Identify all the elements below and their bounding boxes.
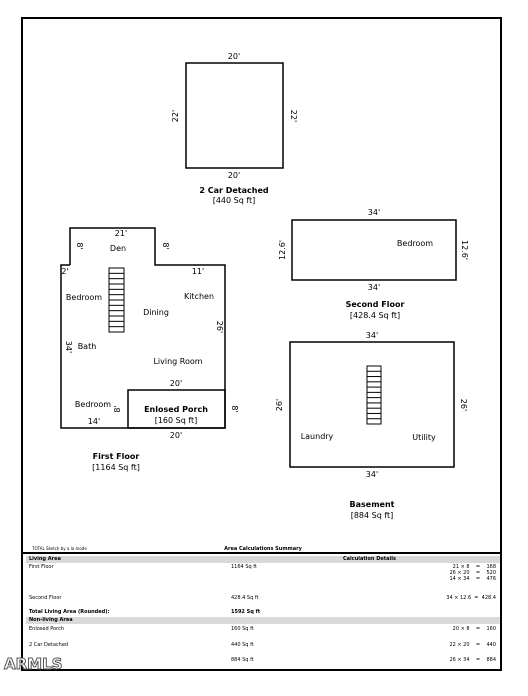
first-floor-dim-8a: 8' [75, 242, 84, 250]
second-floor-bottom-dim: 34' [367, 283, 381, 292]
first-floor-dim-8c: 8' [113, 405, 122, 413]
area-summary [26, 546, 500, 668]
sketch-note: TOTAL Sketch by a la mode [32, 546, 87, 551]
garage-outline [186, 63, 283, 168]
armls-watermark-logo: ARMLS [4, 655, 63, 673]
first-floor-dim-8d: 8' [230, 405, 239, 413]
garage-sqft: 440 Sq ft [231, 642, 254, 648]
second-floor-left-dim: 12.6' [278, 239, 287, 261]
summary-header [26, 546, 500, 552]
second-floor-calc: 34 × 12.6 = 428.4 [446, 595, 496, 601]
basement-outline [290, 342, 454, 467]
basement-area: [884 Sq ft] [350, 511, 394, 520]
second-floor-title: Second Floor [345, 300, 405, 309]
summary-row-basement [26, 657, 500, 664]
porch-label: Enlosed Porch [29, 626, 64, 632]
summary-row-total [26, 609, 500, 616]
nonliving-header-row [26, 617, 500, 624]
room-living: Living Room [153, 357, 203, 366]
total-value: 1592 Sq ft [231, 609, 261, 615]
first-floor-dim-20a: 20' [169, 379, 183, 388]
basement-stairs [367, 366, 381, 424]
first-floor-dim-34: 34' [64, 340, 73, 354]
room-den: Den [109, 244, 127, 253]
first-floor-outline [61, 228, 225, 428]
room-bedroom-upper: Bedroom [65, 293, 103, 302]
living-area-header: Living Area [29, 556, 61, 562]
basement-bottom-dim: 34' [365, 470, 379, 479]
porch-area: [160 Sq ft] [154, 416, 198, 425]
basement-laundry: Laundry [300, 432, 334, 441]
garage-top-dim: 20' [227, 52, 241, 61]
basement-calc: 26 × 34 = 884 [449, 657, 496, 663]
basement-top-dim: 34' [365, 331, 379, 340]
garage-right-dim: 22' [289, 109, 298, 123]
first-floor-title: First Floor [92, 452, 140, 461]
room-porch: Enlosed Porch [144, 405, 208, 414]
first-floor-dim-26: 26' [215, 320, 224, 334]
garage-title: 2 Car Detached [199, 186, 269, 195]
first-floor-dim-11: 11' [191, 267, 205, 276]
nonliving-header: Non-living Area [29, 617, 73, 623]
summary-row-porch [26, 626, 500, 633]
second-floor-outline [292, 220, 456, 280]
second-floor-top-dim: 34' [367, 208, 381, 217]
first-floor-dim-14: 14' [87, 417, 101, 426]
basement-title: Basement [349, 500, 395, 509]
second-floor-sqft: 428.4 Sq ft [231, 595, 259, 601]
room-dining: Dining [143, 308, 169, 317]
room-kitchen: Kitchen [183, 292, 215, 301]
first-floor-dim-8b: 8' [161, 242, 170, 250]
first-floor-dim-2: 2' [61, 267, 69, 276]
summary-row-first-floor [26, 564, 500, 582]
living-area-header-row [26, 556, 500, 563]
first-floor-dim-21: 21' [114, 229, 128, 238]
first-floor-area: [1164 Sq ft] [92, 463, 140, 472]
basement-sqft: 884 Sq ft [231, 657, 254, 663]
second-floor-area: [428.4 Sq ft] [349, 311, 401, 320]
first-floor-sqft: 1164 Sq ft [231, 564, 257, 570]
garage-bottom-dim: 20' [227, 171, 241, 180]
first-floor-dim-20b: 20' [169, 431, 183, 440]
garage-area: [440 Sq ft] [212, 196, 256, 205]
summary-row-garage [26, 642, 500, 649]
first-floor-calc: 21 × 8 = 168 26 × 20 = 520 14 × 34 = 476 [449, 564, 496, 582]
first-floor-stairs [109, 268, 124, 332]
porch-calc: 20 × 8 = 160 [452, 626, 496, 632]
calc-details-header: Calculation Details [343, 556, 396, 562]
basement-left-dim: 26' [275, 398, 284, 412]
basement-right-dim: 26' [459, 398, 468, 412]
garage-label: 2 Car Detached [29, 642, 69, 648]
second-floor-bedroom: Bedroom [396, 239, 434, 248]
room-bath: Bath [77, 342, 97, 351]
first-floor-label: First Floor [29, 564, 54, 570]
room-bedroom-lower: Bedroom [74, 400, 112, 409]
summary-title: Area Calculations Summary [224, 546, 302, 552]
summary-row-second-floor [26, 595, 500, 602]
second-floor-right-dim: 12.6' [460, 239, 469, 261]
second-floor-label: Second Floor [29, 595, 62, 601]
total-label: Total Living Area (Rounded): [29, 609, 110, 615]
garage-left-dim: 22' [171, 109, 180, 123]
basement-utility: Utility [412, 433, 436, 442]
garage-calc: 22 × 20 = 440 [449, 642, 496, 648]
porch-sqft: 160 Sq ft [231, 626, 254, 632]
